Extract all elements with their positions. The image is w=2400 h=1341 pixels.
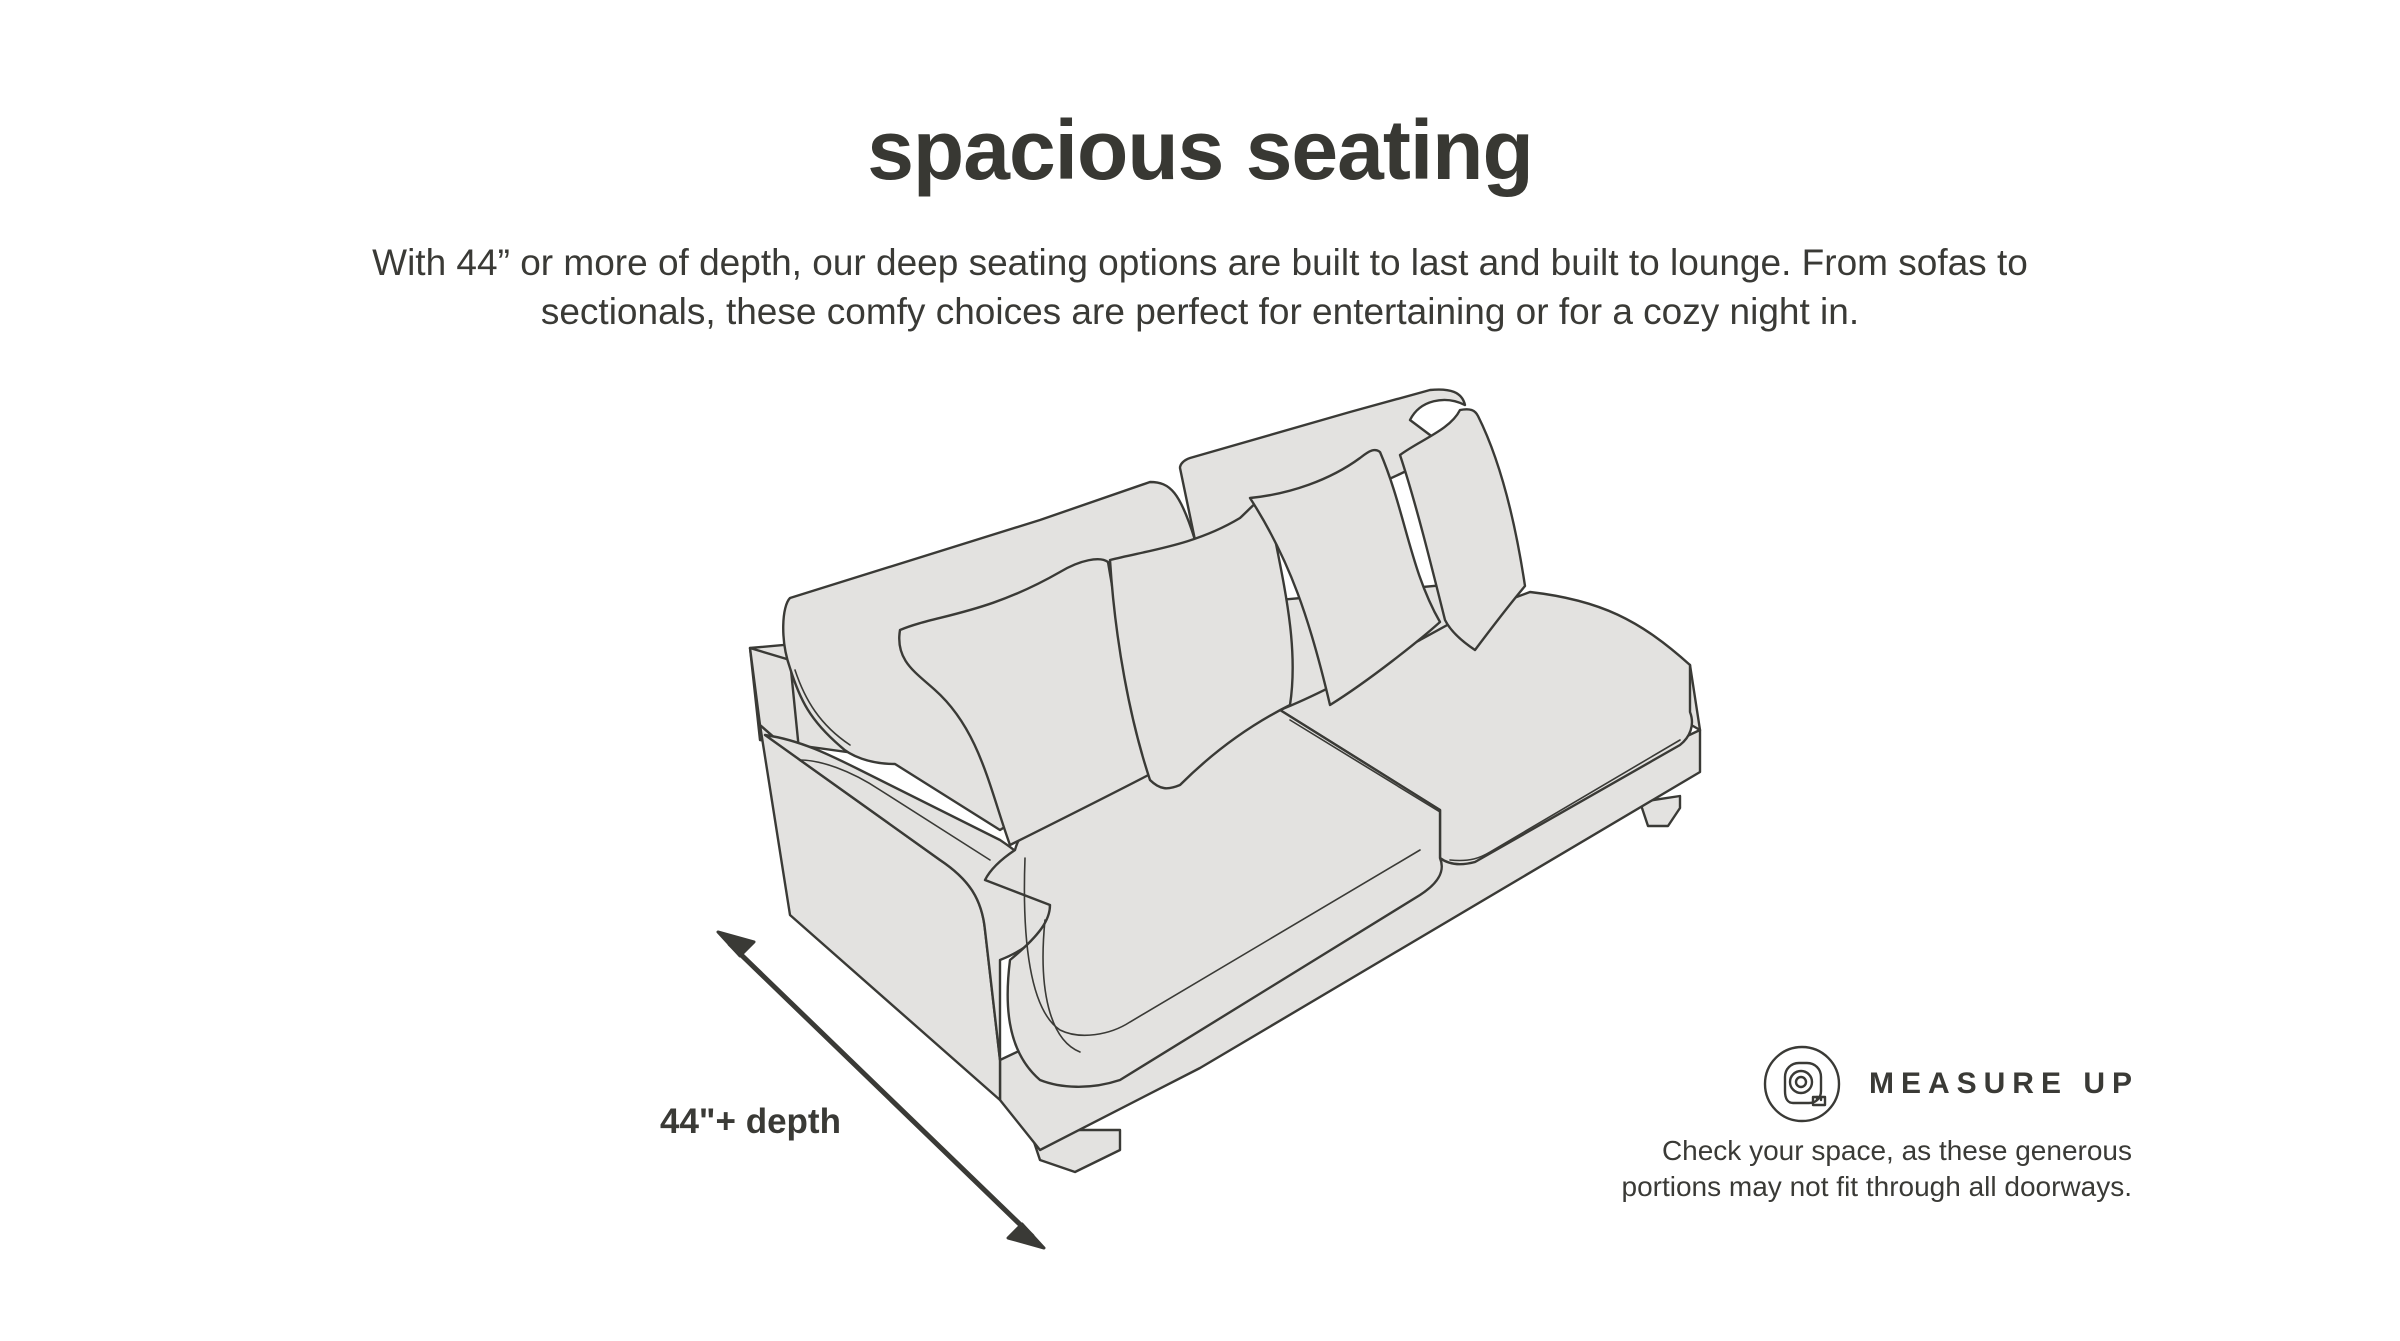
intro-text: With 44” or more of depth, our deep seating options are built to last and built to lounge. From sofas to sectionals, these comfy choices are perfect for entertaining or for a cozy night in. (372, 242, 2028, 332)
measure-up-header (1612, 1045, 2139, 1123)
measure-up-callout (1612, 1045, 2139, 1205)
measure-up-text: Check your space, as these generous portions may not fit through all doorways. (1621, 1135, 2132, 1202)
depth-label: 44"+ depth (660, 1102, 841, 1141)
tape-measure-icon (1763, 1045, 1841, 1123)
page-title: spacious seating (867, 103, 1533, 197)
measure-up-title: MEASURE UP (1868, 1067, 2139, 1100)
